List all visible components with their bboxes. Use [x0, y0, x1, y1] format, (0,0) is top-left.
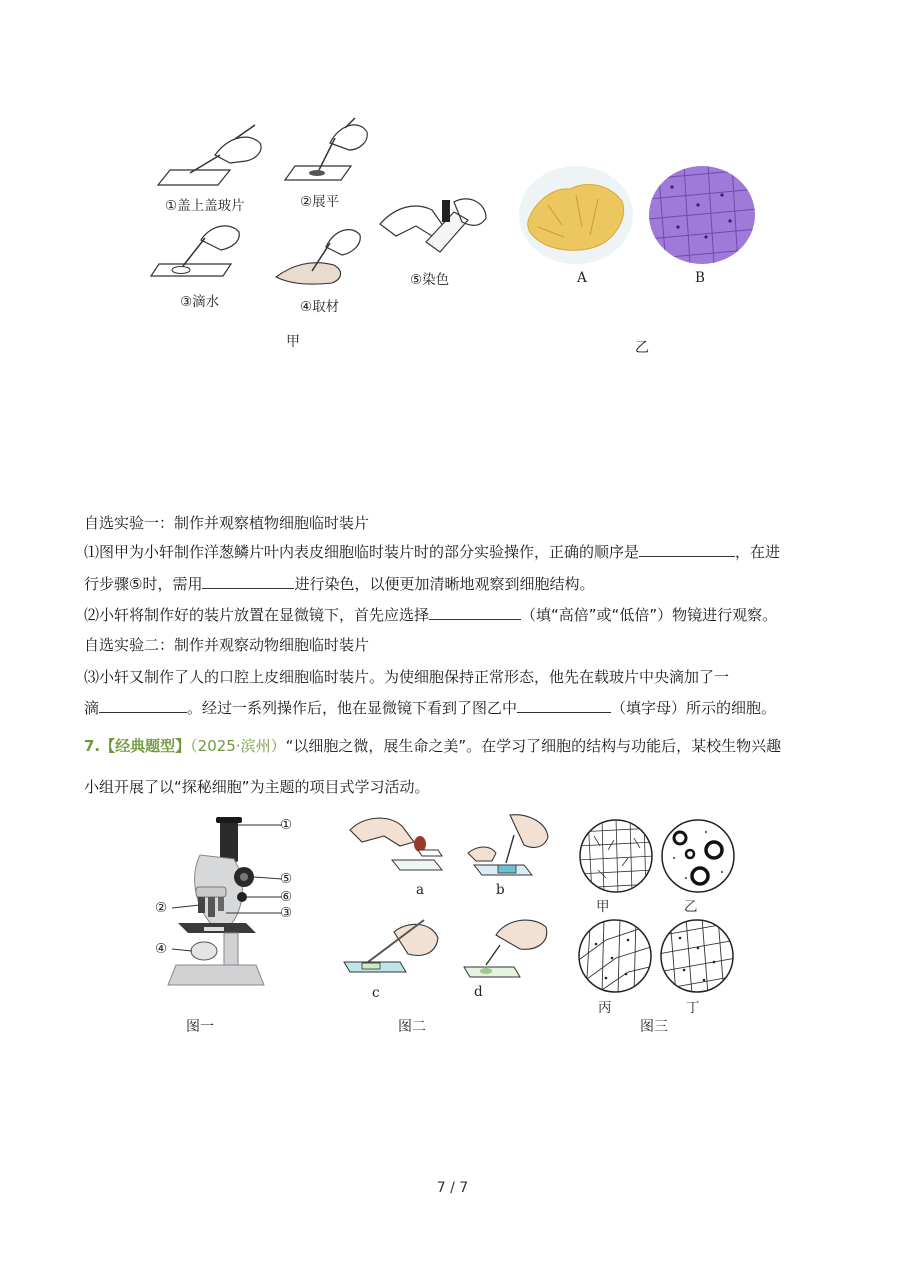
view-jia: [578, 818, 654, 894]
prep-a-drawing: [348, 812, 443, 872]
marker-3: ③: [280, 905, 293, 921]
step1-label: ①盖上盖玻片: [165, 198, 245, 214]
prep-label-d: d: [474, 984, 483, 1000]
q2-blank-objective[interactable]: [429, 604, 521, 620]
view-label-jia: 甲: [596, 899, 610, 915]
view-bing: [576, 918, 654, 994]
step5-drawing: [376, 196, 491, 262]
q7-tag: 【经典题型】: [100, 737, 191, 755]
figure-yi-caption: 乙: [635, 340, 649, 356]
prep-label-a: a: [416, 882, 425, 898]
q7-line2: 小组开展了以“探秘细胞”为主题的项目式学习活动。: [84, 778, 430, 796]
step1-drawing: [160, 125, 270, 190]
view-yi: [660, 818, 736, 894]
q3-blank-liquid[interactable]: [99, 697, 187, 713]
q3-line1: ⑶小轩又制作了人的口腔上皮细胞临时装片。为使细胞保持正常形态，他先在载玻片中央滴加了一: [84, 668, 730, 686]
cell-label-b: B: [695, 270, 705, 286]
q3-blank-letter[interactable]: [517, 697, 611, 713]
q3-text-b: 滴: [84, 699, 100, 717]
step4-drawing: [272, 225, 367, 285]
step3-drawing: [153, 222, 248, 277]
figure-1-caption: 图一: [186, 1019, 214, 1035]
step3-label: ③滴水: [180, 294, 220, 310]
view-label-bing: 丙: [598, 1000, 612, 1016]
q2-line: [84, 604, 777, 625]
q7-text-a: “以细胞之微，展生命之美”。在学习了细胞的结构与功能后，某校生物兴趣: [285, 737, 782, 755]
q3-text-d: （填字母）所示的细胞。: [611, 699, 777, 717]
view-ding: [658, 918, 736, 994]
q7-line1: [84, 735, 781, 756]
step2-label: ②展平: [300, 194, 340, 210]
cell-image-a: [518, 165, 634, 265]
q1-line2: [84, 573, 594, 594]
marker-4: ④: [155, 941, 168, 957]
q1-text-c: 行步骤⑤时，需用: [84, 575, 203, 593]
cell-label-a: A: [577, 270, 587, 286]
marker-2: ②: [155, 900, 168, 916]
q3-text-c: 。经过一系列操作后，他在显微镜下看到了图乙中: [187, 699, 518, 717]
marker-1: ①: [280, 817, 293, 833]
q1-blank-order[interactable]: [639, 541, 735, 557]
q1-text-a: ⑴图甲为小轩制作洋葱鳞片叶内表皮细胞临时装片时的部分实验操作，正确的顺序是: [84, 543, 640, 561]
step4-label: ④取材: [300, 299, 340, 315]
q1-line1: [84, 541, 780, 562]
view-label-yi: 乙: [684, 899, 698, 915]
step2-drawing: [285, 118, 375, 183]
marker-5: ⑤: [280, 871, 293, 887]
q7-source: （2025·滨州）: [190, 737, 286, 755]
view-label-ding: 丁: [686, 1000, 700, 1016]
exp1-title: 自选实验一：制作并观察植物细胞临时装片: [84, 514, 370, 532]
exp2-title: 自选实验二：制作并观察动物细胞临时装片: [84, 636, 370, 654]
figure-3-caption: 图三: [640, 1019, 668, 1035]
q3-line2: [84, 697, 776, 718]
prep-label-b: b: [496, 882, 505, 898]
q1-blank-stain[interactable]: [202, 573, 294, 589]
prep-c-drawing: [348, 918, 443, 976]
cell-image-b: [648, 165, 756, 265]
q1-text-d: 进行染色，以便更加清晰地观察到细胞结构。: [294, 575, 595, 593]
prep-b-drawing: [466, 815, 551, 877]
marker-6: ⑥: [280, 889, 293, 905]
q2-text-a: ⑵小轩将制作好的装片放置在显微镜下，首先应选择: [84, 606, 430, 624]
q7-number: 7.: [84, 737, 101, 755]
q2-text-b: （填“高倍”或“低倍”）物镜进行观察。: [521, 606, 778, 624]
page-number: 7 / 7: [436, 1180, 469, 1196]
q1-text-b: ，在进: [735, 543, 781, 561]
figure-2-caption: 图二: [398, 1019, 426, 1035]
prep-d-drawing: [466, 915, 551, 977]
step5-label: ⑤染色: [410, 272, 450, 288]
figure-jia-caption: 甲: [286, 334, 300, 350]
prep-label-c: c: [372, 985, 380, 1001]
